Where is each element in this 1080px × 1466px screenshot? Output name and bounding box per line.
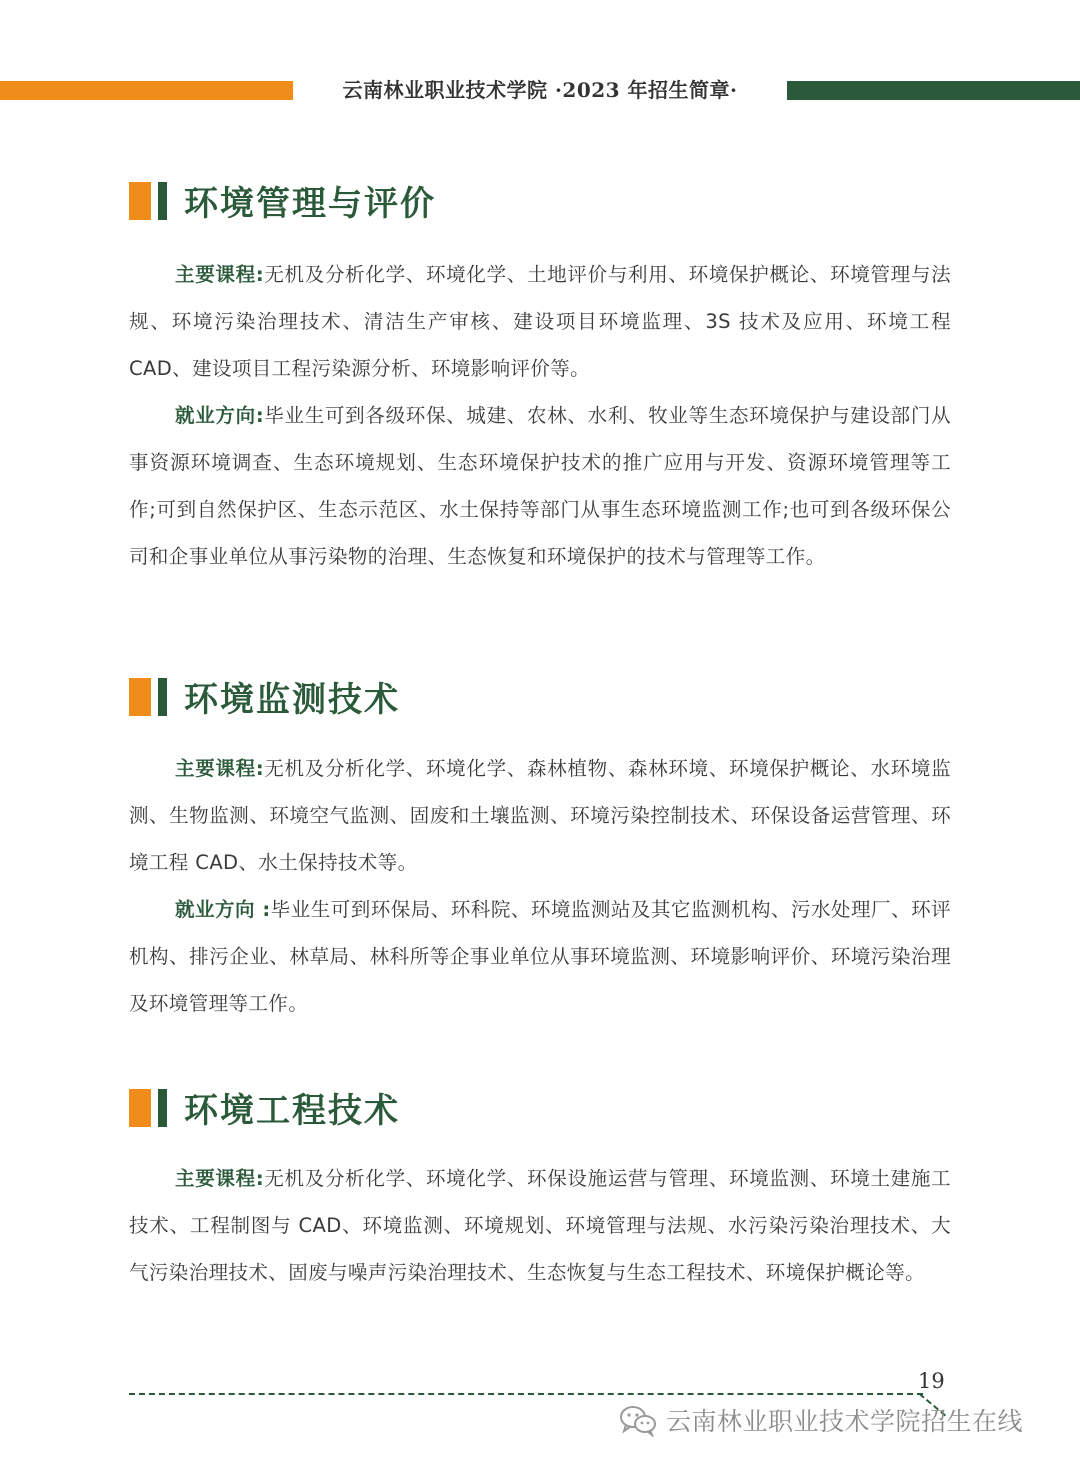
courses-paragraph	[129, 745, 951, 886]
courses-text: 无机及分析化学、环境化学、森林植物、森林环境、环境保护概论、水环境监测、生物监测、环境空气监测、固废和土壤监测、环境污染控制技术、环保设备运营管理、环境工程 CAD、水土保持技术等。	[129, 757, 951, 874]
section-environmental-engineering	[129, 1087, 951, 1296]
footer-dashed-rule	[129, 1393, 923, 1395]
section-heading	[129, 180, 951, 228]
career-paragraph	[129, 886, 951, 1027]
wechat-icon	[618, 1403, 658, 1437]
courses-text: 无机及分析化学、环境化学、环保设施运营与管理、环境监测、环境土建施工技术、工程制图与 CAD、环境监测、环境规划、环境管理与法规、水污染污染治理技术、大气污染治理技术、固废与噪声污染治理技术、生态恢复与生态工程技术、环境保护概论等。	[129, 1167, 951, 1284]
heading-marker-orange	[129, 678, 151, 716]
header-title: 云南林业职业技术学院 ·2023 年招生简章·	[342, 78, 738, 102]
courses-label: 主要课程:	[175, 263, 265, 286]
heading-marker-orange	[129, 1089, 151, 1127]
career-paragraph	[129, 392, 951, 580]
career-label: 就业方向:	[175, 404, 265, 427]
courses-label: 主要课程:	[175, 757, 265, 780]
heading-marker-green	[158, 678, 167, 716]
section-heading	[129, 676, 951, 724]
heading-marker-orange	[129, 182, 151, 220]
header-bar-orange	[0, 81, 293, 100]
heading-marker-green	[158, 182, 167, 220]
career-text: 毕业生可到各级环保、城建、农林、水利、牧业等生态环境保护与建设部门从事资源环境调查、生态环境规划、生态环境保护技术的推广应用与开发、资源环境管理等工作;可到自然保护区、生态示范区、水土保持等部门从事生态环境监测工作;也可到各级环保公司和企事业单位从事污染物的治理、生态恢复和环境保护的技术与管理等工作。	[129, 404, 951, 568]
wechat-watermark	[618, 1400, 1023, 1440]
heading-marker-green	[158, 1089, 167, 1127]
section-title: 环境监测技术	[184, 680, 400, 720]
page-number: 19	[918, 1369, 945, 1393]
courses-paragraph	[129, 1155, 951, 1296]
career-text: 毕业生可到环保局、环科院、环境监测站及其它监测机构、污水处理厂、环评机构、排污企业、林草局、林科所等企事业单位从事环境监测、环境影响评价、环境污染治理及环境管理等工作。	[129, 898, 951, 1015]
section-environmental-monitoring	[129, 676, 951, 1027]
courses-text: 无机及分析化学、环境化学、土地评价与利用、环境保护概论、环境管理与法规、环境污染治理技术、清洁生产审核、建设项目环境监理、3S 技术及应用、环境工程 CAD、建设项目工程污染源分析、环境影响评价等。	[129, 263, 951, 380]
courses-paragraph	[129, 251, 951, 392]
section-environmental-management	[129, 180, 951, 580]
courses-label: 主要课程:	[175, 1167, 265, 1190]
career-label: 就业方向 :	[175, 898, 271, 921]
section-title: 环境管理与评价	[184, 184, 436, 224]
watermark-text: 云南林业职业技术学院招生在线	[666, 1407, 1024, 1436]
section-title: 环境工程技术	[184, 1091, 400, 1131]
section-heading	[129, 1087, 951, 1135]
header-bar-green	[787, 81, 1080, 100]
